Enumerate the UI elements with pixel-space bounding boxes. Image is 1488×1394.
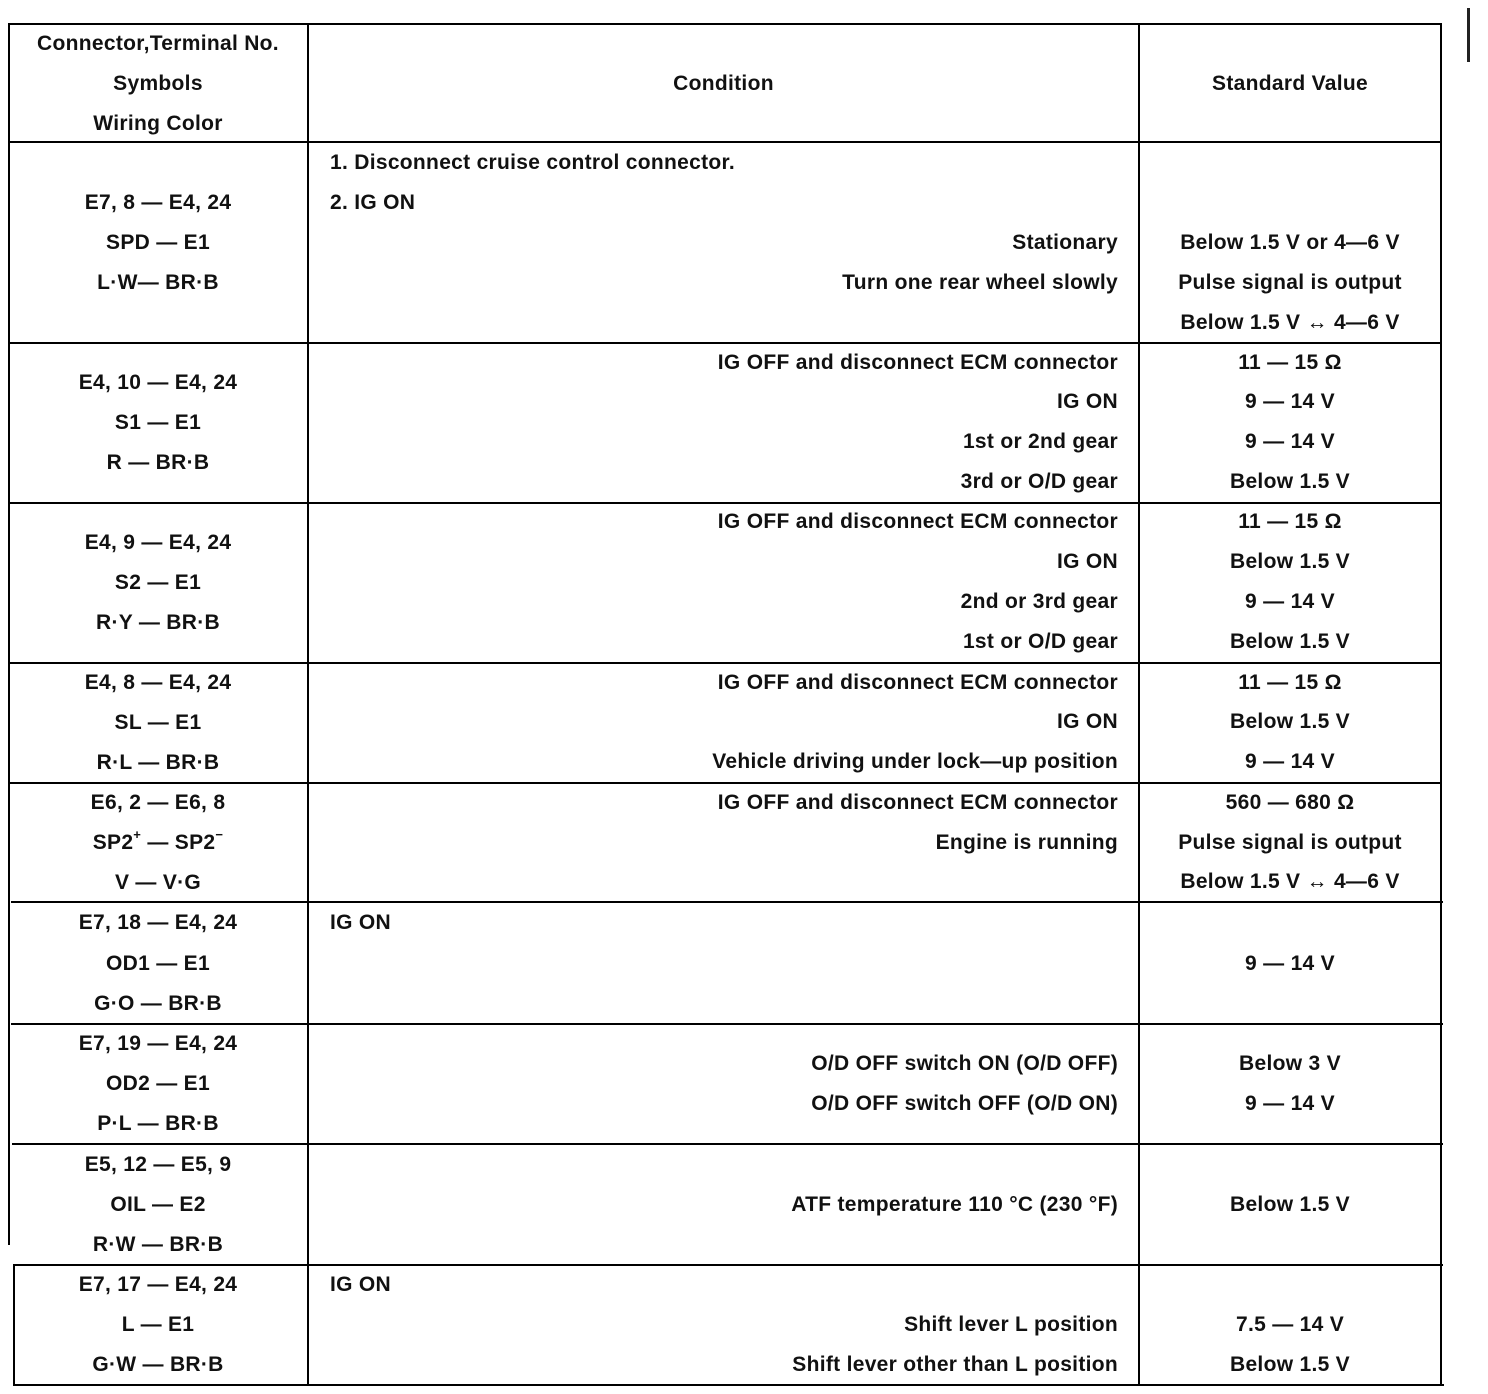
symbol-cell: SL — E1 [114, 711, 202, 734]
condition-text: IG ON [1056, 710, 1118, 733]
standard-value: 9 — 14 V [1245, 1092, 1335, 1115]
wiring-cell: R — BR·B [106, 451, 210, 474]
wiring-cell: G·O — BR·B [94, 992, 222, 1015]
condition-text: 1st or 2nd gear [962, 430, 1118, 453]
header-standard-value: Standard Value [1212, 72, 1368, 95]
condition-text: IG OFF and disconnect ECM connector [717, 510, 1118, 533]
standard-value: 7.5 — 14 V [1235, 1313, 1345, 1336]
condition-text: Shift lever L position [904, 1313, 1118, 1336]
row-divider [13, 1264, 1443, 1266]
standard-value: Below 1.5 V [1229, 550, 1350, 573]
terminal-cell: E5, 12 — E5, 9 [84, 1153, 232, 1176]
standard-value: 11 — 15 Ω [1238, 351, 1342, 374]
condition-text: 2nd or 3rd gear [960, 590, 1118, 613]
condition-text: 1st or O/D gear [962, 630, 1118, 653]
column-divider [307, 23, 309, 1386]
terminal-cell: E7, 17 — E4, 24 [78, 1273, 238, 1296]
condition-text: O/D OFF switch ON (O/D OFF) [811, 1052, 1118, 1075]
table-right-border [1440, 23, 1442, 1386]
symbol-separator: — [141, 831, 175, 854]
condition-text: IG OFF and disconnect ECM connector [717, 671, 1118, 694]
condition-step: IG ON [330, 911, 392, 934]
condition-text: Stationary [1012, 231, 1118, 254]
condition-text: Shift lever other than L position [792, 1353, 1118, 1376]
wiring-cell: L·W— BR·B [97, 271, 219, 294]
table-bottom-border [14, 1384, 1444, 1386]
standard-value: 9 — 14 V [1245, 430, 1335, 453]
condition-text: Turn one rear wheel slowly [842, 271, 1118, 294]
margin-mark [1467, 8, 1470, 62]
header-col1-line3: Wiring Color [93, 112, 223, 135]
wiring-cell: V — V·G [114, 871, 202, 894]
terminal-cell: E6, 2 — E6, 8 [90, 791, 226, 814]
symbol-cell: L — E1 [121, 1313, 195, 1336]
standard-value: Below 1.5 V [1229, 1353, 1350, 1376]
standard-value: Below 3 V [1239, 1052, 1341, 1075]
condition-step: 2. IG ON [330, 191, 416, 214]
standard-value: 9 — 14 V [1245, 390, 1335, 413]
condition-text: IG ON [1056, 550, 1118, 573]
row-divider [9, 342, 1442, 344]
condition-step: IG ON [330, 1273, 392, 1296]
wiring-cell: R·W — BR·B [92, 1233, 224, 1256]
symbol-part: SP2 [174, 831, 216, 854]
column-divider [1138, 23, 1140, 1386]
header-bottom-border [8, 141, 1442, 143]
symbol-cell: OD1 — E1 [106, 952, 210, 975]
condition-text: IG ON [1056, 390, 1118, 413]
condition-text: Engine is running [935, 831, 1118, 854]
terminal-cell: E4, 8 — E4, 24 [84, 671, 232, 694]
symbol-sup: − [215, 827, 224, 842]
standard-value: Below 1.5 V [1229, 1193, 1350, 1216]
standard-value: 11 — 15 Ω [1238, 671, 1342, 694]
header-col1-line1: Connector,Terminal No. [37, 32, 279, 55]
terminal-cell: E7, 19 — E4, 24 [78, 1032, 238, 1055]
header-col1-line2: Symbols [113, 72, 203, 95]
symbol-cell: SPD — E1 [106, 231, 210, 254]
symbol-cell: OD2 — E1 [106, 1072, 210, 1095]
condition-text: Vehicle driving under lock—up position [712, 750, 1118, 773]
standard-value: 9 — 14 V [1245, 590, 1335, 613]
standard-value: Below 1.5 V [1229, 470, 1350, 493]
symbol-cell [10, 827, 306, 856]
standard-value: Below 1.5 V ↔ 4—6 V [1180, 870, 1400, 893]
terminal-cell: E7, 18 — E4, 24 [78, 911, 238, 934]
table-top-border [8, 23, 1442, 25]
header-condition: Condition [673, 72, 774, 95]
standard-value: Pulse signal is output [1178, 271, 1402, 294]
wiring-cell: P·L — BR·B [97, 1112, 219, 1135]
condition-text: O/D OFF switch OFF (O/D ON) [811, 1092, 1118, 1115]
terminal-cell: E4, 9 — E4, 24 [84, 531, 232, 554]
standard-value: Below 1.5 V [1229, 630, 1350, 653]
terminal-cell: E7, 8 — E4, 24 [84, 191, 232, 214]
row-divider [10, 662, 1442, 664]
condition-text: 3rd or O/D gear [960, 470, 1118, 493]
condition-text: IG OFF and disconnect ECM connector [717, 351, 1118, 374]
condition-step: 1. Disconnect cruise control connector. [330, 151, 735, 174]
row-divider [11, 901, 1443, 903]
standard-value: 560 — 680 Ω [1225, 791, 1355, 814]
condition-text: IG OFF and disconnect ECM connector [717, 791, 1118, 814]
wiring-cell: G·W — BR·B [92, 1353, 224, 1376]
wiring-cell: R·L — BR·B [96, 751, 220, 774]
condition-text: ATF temperature 110 °C (230 °F) [791, 1193, 1118, 1216]
standard-value: Below 1.5 V or 4—6 V [1180, 231, 1400, 254]
symbol-sup: + [133, 827, 142, 842]
standard-value: 9 — 14 V [1245, 750, 1335, 773]
symbol-part: SP2 [92, 831, 134, 854]
standard-value: 9 — 14 V [1245, 952, 1335, 975]
standard-value: Below 1.5 V ↔ 4—6 V [1180, 311, 1400, 334]
row-divider [10, 782, 1442, 784]
symbol-cell: OIL — E2 [110, 1193, 206, 1216]
standard-value: Below 1.5 V [1229, 710, 1350, 733]
symbol-cell: S1 — E1 [114, 411, 202, 434]
symbol-cell: S2 — E1 [114, 571, 202, 594]
standard-value: 11 — 15 Ω [1238, 510, 1342, 533]
row-divider [11, 1023, 1443, 1025]
terminal-cell: E4, 10 — E4, 24 [78, 371, 238, 394]
row-divider [9, 502, 1442, 504]
standard-value: Pulse signal is output [1178, 831, 1402, 854]
wiring-cell: R·Y — BR·B [96, 611, 220, 634]
row-divider [12, 1143, 1443, 1145]
